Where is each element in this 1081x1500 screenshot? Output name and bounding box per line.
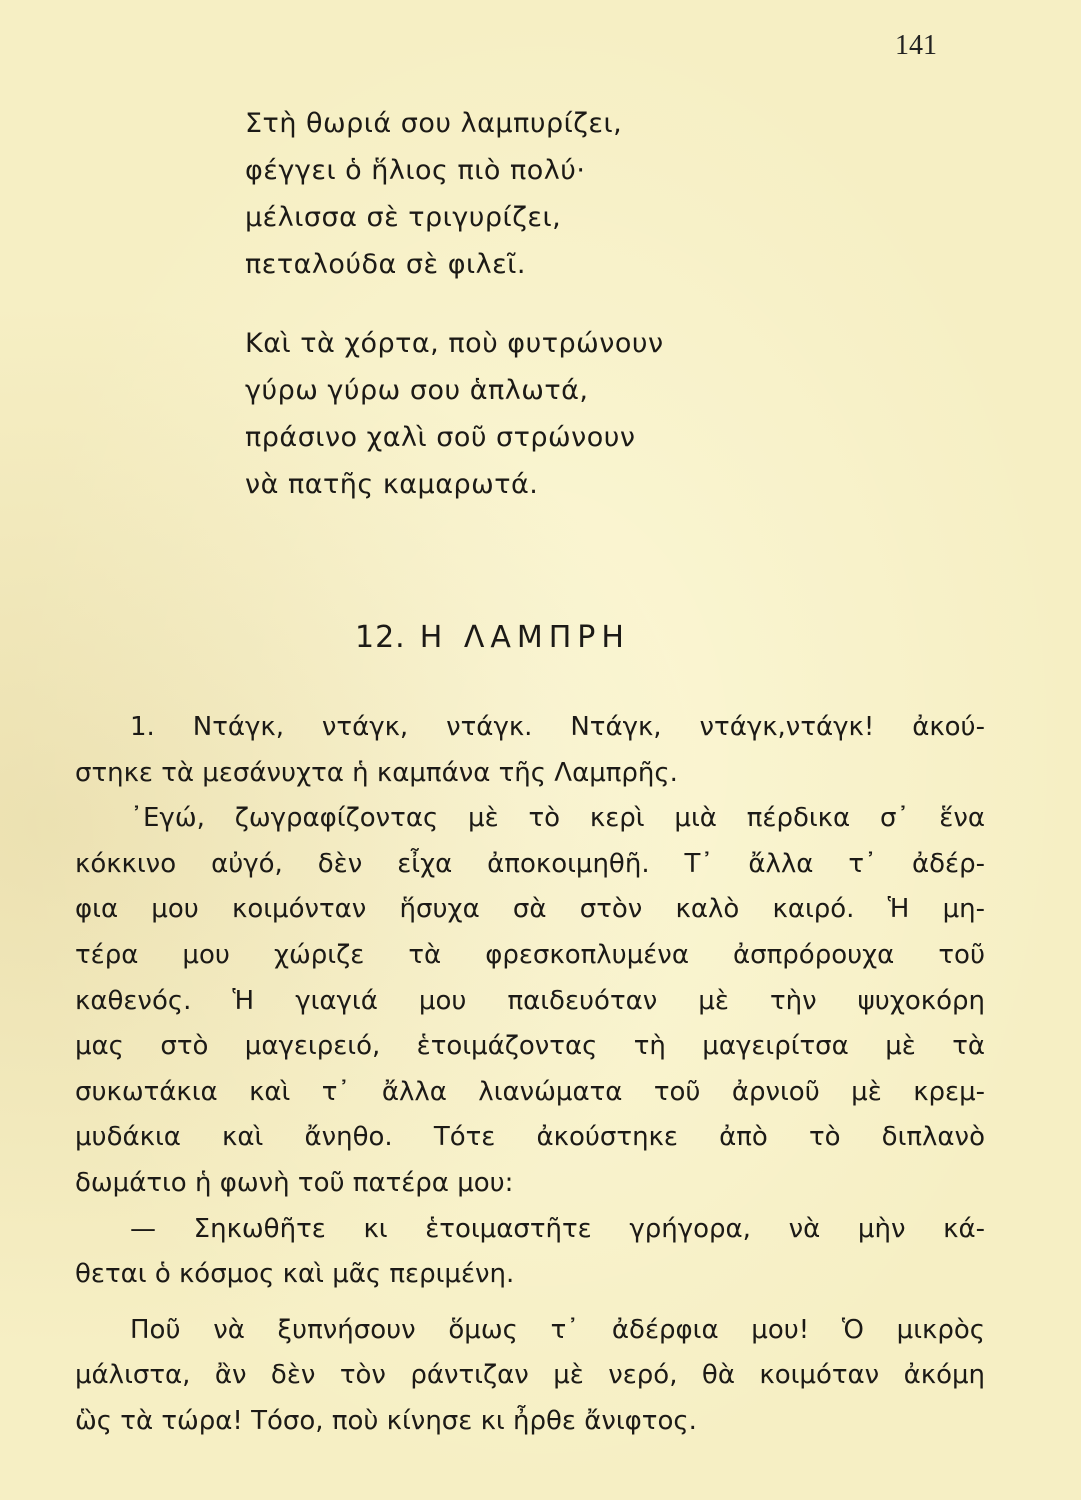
prose-line: Ποῦ νὰ ξυπνήσουν ὅμως τ᾿ ἀδέρφια μου! Ὁ μικρὸς: [130, 1314, 985, 1345]
prose-line: καθενός. Ἡ γιαγιά μου παιδευόταν μὲ τὴν ψυχοκόρη: [75, 985, 985, 1016]
poem-line: πράσινο χαλὶ σοῦ στρώνουν: [245, 422, 636, 453]
prose-line: μας στὸ μαγειρειό, ἑτοιμάζοντας τὴ μαγειρίτσα μὲ τὰ: [75, 1031, 985, 1062]
poem-stanza-2: [245, 320, 664, 508]
prose-line: στηκε τὰ μεσάνυχτα ἡ καμπάνα τῆς Λαμπρῆς.: [75, 757, 678, 788]
poem-line: Καὶ τὰ χόρτα, ποὺ φυτρώνουν: [245, 328, 664, 359]
prose-line: — Σηκωθῆτε κι ἑτοιμαστῆτε γρήγορα, νὰ μὴν κά-: [130, 1213, 985, 1244]
prose-line: κόκκινο αὐγό, δὲν εἶχα ἀποκοιμηθῆ. Τ᾿ ἄλλα τ᾿ ἀδέρ-: [75, 848, 985, 879]
prose-line: ᾿Εγώ, ζωγραφίζοντας μὲ τὸ κερὶ μιὰ πέρδικα σ᾿ ἕνα: [130, 803, 985, 834]
poem-line: φέγγει ὁ ἥλιος πιὸ πολύ·: [245, 155, 586, 186]
poem-stanza-1: [245, 100, 622, 288]
prose-line: μυδάκια καὶ ἄνηθο. Τότε ἀκούστηκε ἀπὸ τὸ διπλανὸ: [75, 1122, 985, 1153]
poem-line: Στὴ θωριά σου λαμπυρίζει,: [245, 108, 623, 139]
prose-line: 1. Ντάγκ, ντάγκ, ντάγκ. Ντάγκ, ντάγκ,ντάγκ! ἀκού-: [130, 712, 985, 742]
prose-line: μάλιστα, ἂν δὲν τὸν ράντιζαν μὲ νερό, θὰ κοιμόταν ἀκόμη: [75, 1360, 985, 1391]
prose-line: φια μου κοιμόνταν ἥσυχα σὰ στὸν καλὸ καιρό. Ἡ μη-: [75, 894, 985, 925]
page-number: 141: [895, 30, 937, 61]
chapter-body: [75, 705, 985, 1445]
poem-line: νὰ πατῆς καμαρωτά.: [245, 469, 539, 500]
chapter-title: Η ΛΑΜΠΡΗ: [419, 620, 630, 655]
prose-line: δωμάτιο ἡ φωνὴ τοῦ πατέρα μου:: [75, 1167, 514, 1198]
poem-line: πεταλούδα σὲ φιλεῖ.: [245, 249, 526, 280]
prose-line: τέρα μου χώριζε τὰ φρεσκοπλυμένα ἀσπρόρουχα τοῦ: [75, 939, 985, 970]
poem-line: μέλισσα σὲ τριγυρίζει,: [245, 202, 562, 233]
poem-line: γύρω γύρω σου ἁπλωτά,: [245, 375, 589, 406]
chapter-heading: [355, 620, 630, 655]
chapter-number: 12.: [355, 620, 406, 655]
prose-line: θεται ὁ κόσμος καὶ μᾶς περιμένη.: [75, 1259, 515, 1290]
prose-line: ὣς τὰ τώρα! Τόσο, ποὺ κίνησε κι ἦρθε ἄνιφτος.: [75, 1405, 697, 1436]
prose-line: συκωτάκια καὶ τ᾿ ἄλλα λιανώματα τοῦ ἀρνιοῦ μὲ κρεμ-: [75, 1076, 985, 1107]
